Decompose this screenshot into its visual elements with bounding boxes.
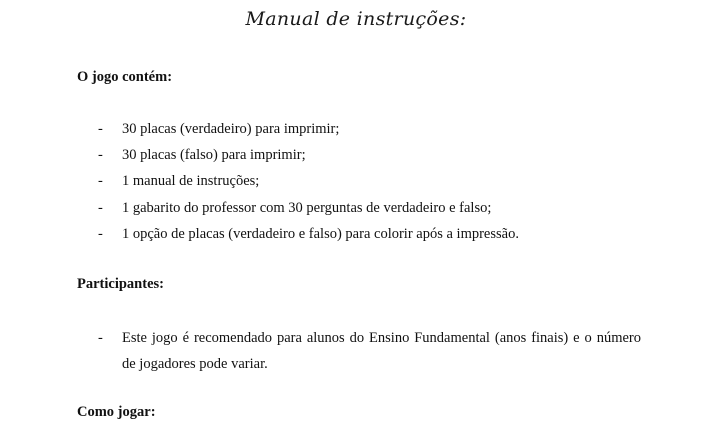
contents-list [98, 120, 519, 251]
list-item-text: 1 manual de instruções; [122, 173, 260, 190]
list-item-text: 1 opção de placas (verdadeiro e falso) para colorir após a impressão. [122, 225, 519, 242]
list-item [98, 172, 519, 198]
bullet-dash: - [98, 199, 103, 216]
list-item-text: 1 gabarito do professor com 30 perguntas de verdadeiro e falso; [122, 199, 492, 216]
list-item-text: 30 placas (verdadeiro) para imprimir; [122, 121, 340, 137]
bullet-dash: - [98, 225, 103, 242]
list-item [98, 199, 519, 225]
bullet-dash: - [98, 121, 103, 137]
bullet-dash: - [98, 330, 103, 346]
section-heading-contents: O jogo contém: [77, 69, 173, 85]
list-item-text: 30 placas (falso) para imprimir; [122, 147, 306, 164]
participants-list [98, 325, 641, 377]
list-item [98, 146, 519, 172]
section-heading-participants: Participantes: [77, 276, 164, 292]
document-title: Manual de instruções: [245, 8, 467, 30]
list-item [98, 325, 641, 377]
list-item-text: Este jogo é recomendado para alunos do Ensino Fundamental (anos finais) e o número de jogadores pode variar. [122, 330, 641, 372]
list-item [98, 225, 519, 251]
bullet-dash: - [98, 173, 103, 190]
section-heading-how-to-play: Como jogar: [77, 404, 156, 420]
bullet-dash: - [98, 147, 103, 164]
list-item [98, 120, 519, 146]
